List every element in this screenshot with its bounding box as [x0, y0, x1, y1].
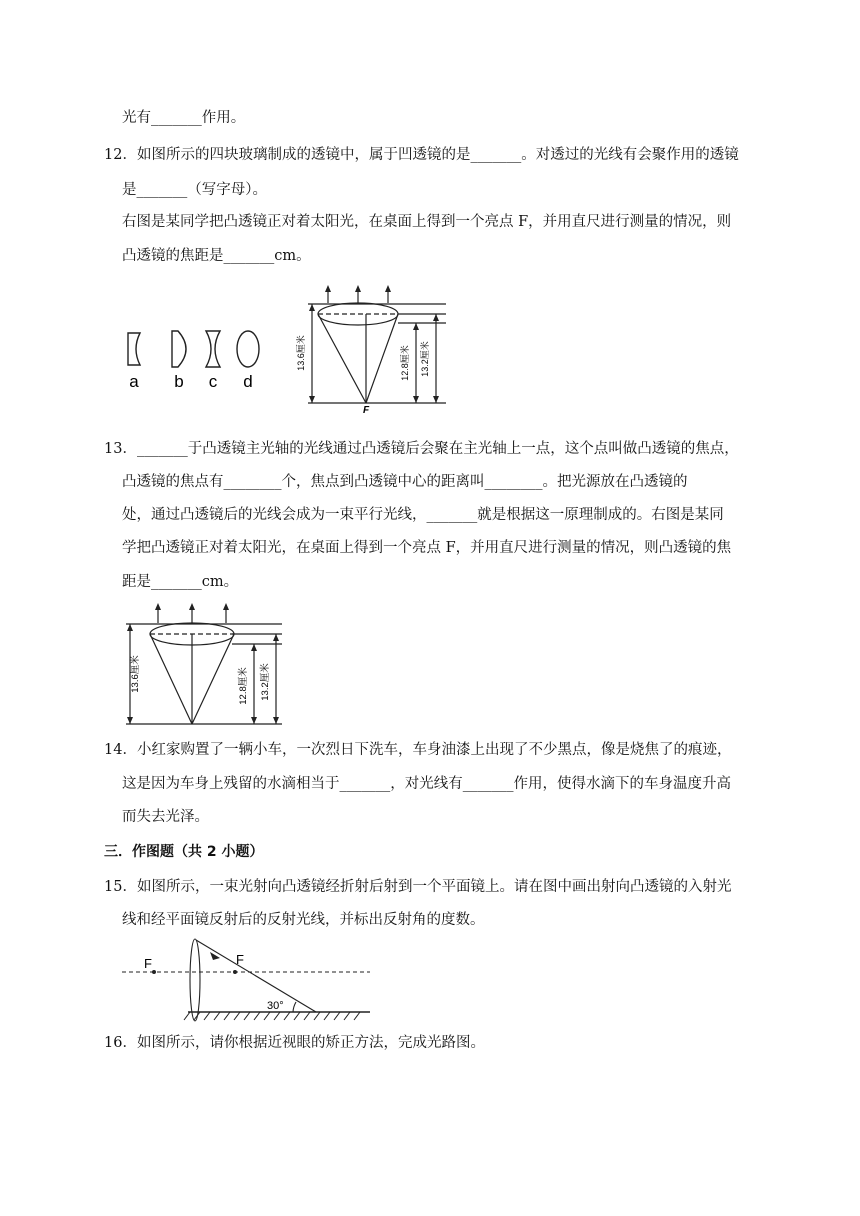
lens-label-a: a [129, 372, 139, 391]
lens-label-c: c [208, 372, 218, 391]
distance-label-12-8-b: 12.8厘米 [238, 667, 249, 705]
q13-line-3: 处，通过凸透镜后的光线会成为一束平行光线，_______就是根据这一原理制成的。右图是某同 [122, 507, 724, 523]
q12-line-1: 12．如图所示的四块玻璃制成的透镜中，属于凹透镜的是_______。对透过的光线有会聚作用的透镜 [104, 147, 739, 163]
focus-measure-figure-2 [122, 602, 287, 730]
convex-lens-3 [190, 939, 200, 1021]
refracted-ray [196, 940, 316, 1012]
q14-line-1: 14．小红家购置了一辆小车，一次烈日下洗车，车身油漆上出现了不少黑点，像是烧焦了的痕迹， [104, 742, 732, 758]
q11-tail: 光有_______作用。 [122, 110, 246, 126]
focal-point-left [152, 970, 156, 974]
distance-label-13-6: 13.6厘米 [296, 335, 306, 371]
q13-line-1: 13．_______于凸透镜主光轴的光线通过凸透镜后会聚在主光轴上一点，这个点叫做凸透镜的焦点， [104, 441, 739, 457]
distance-label-13-2-b: 13.2厘米 [260, 663, 271, 701]
q12-line-3: 右图是某同学把凸透镜正对着太阳光，在桌面上得到一个亮点 F，并用直尺进行测量的情况，则 [122, 214, 732, 230]
distance-label-13-6-b: 13.6厘米 [130, 655, 141, 693]
q12-line-2: 是_______（写字母）。 [122, 182, 267, 198]
q14-line-2: 这是因为车身上残留的水滴相当于_______，对光线有_______作用，使得水滴下的车身温度升高 [122, 776, 731, 792]
focus-measure-figure-1 [296, 285, 448, 416]
focal-point-right [233, 970, 237, 974]
q15-line-2: 线和经平面镜反射后的反射光线，并标出反射角的度数。 [122, 912, 485, 928]
lens-a-shape [128, 333, 140, 365]
angle-label: 30° [267, 1000, 284, 1012]
lens-label-d: d [243, 372, 253, 391]
lens-c-shape [206, 331, 220, 367]
distance-label-12-8: 12.8厘米 [400, 345, 410, 381]
q14-line-3: 而失去光泽。 [122, 809, 209, 825]
q13-line-4: 学把凸透镜正对着太阳光，在桌面上得到一个亮点 F，并用直尺进行测量的情况，则凸透镜的焦 [122, 540, 732, 556]
q15-line-1: 15．如图所示，一束光射向凸透镜经折射后射到一个平面镜上。请在图中画出射向凸透镜的入射光 [104, 879, 732, 895]
q13-line-2: 凸透镜的焦点有________个，焦点到凸透镜中心的距离叫________。把光源放在凸透镜的 [122, 474, 688, 490]
focal-label-left: F [144, 956, 152, 971]
q13-line-5: 距是_______cm。 [122, 574, 239, 590]
lens-b-shape [172, 331, 186, 367]
section-heading: 三．作图题（共 2 小题） [104, 844, 264, 860]
q12-line-4: 凸透镜的焦距是_______cm。 [122, 248, 311, 264]
distance-label-13-2: 13.2厘米 [420, 341, 430, 377]
lens-label-b: b [174, 372, 184, 391]
q16-line-1: 16．如图所示，请你根据近视眼的矫正方法，完成光路图。 [104, 1035, 485, 1051]
lens-mirror-figure [120, 936, 375, 1028]
focal-label-right: F [236, 952, 244, 967]
lens-shapes-figure [120, 325, 270, 395]
focus-point-label: F [362, 405, 370, 416]
lens-d-shape [237, 331, 259, 367]
